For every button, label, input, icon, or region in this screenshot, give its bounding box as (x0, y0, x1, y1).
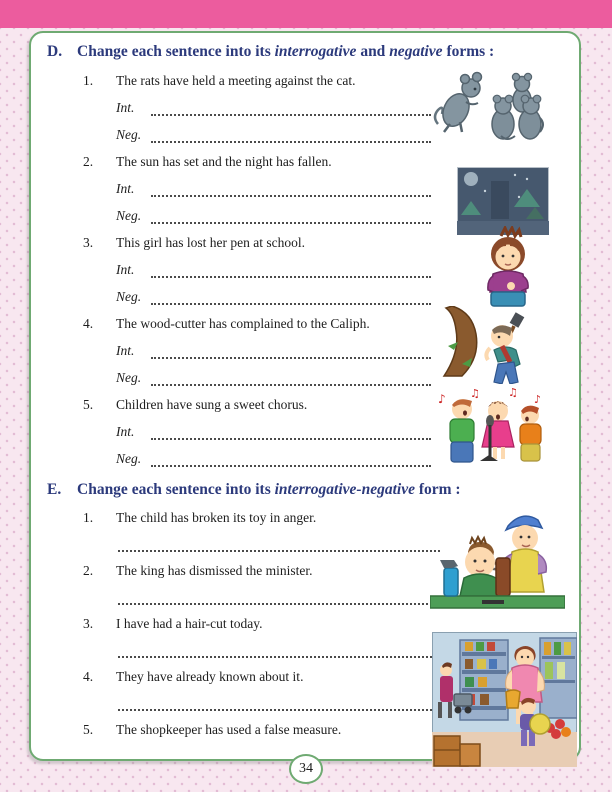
children-singing-illustration (436, 387, 551, 467)
wood-cutter-illustration (442, 306, 550, 384)
negative-answer-line (151, 370, 431, 386)
answer-line (118, 642, 440, 658)
rats-meeting-illustration (430, 62, 545, 147)
item-number: 3. (83, 615, 94, 631)
grocery-shop-illustration (432, 632, 577, 767)
item-number: 1. (83, 72, 94, 88)
item-number: 4. (83, 315, 94, 331)
interrogative-answer-line (151, 181, 431, 197)
section-e-label: E. (47, 481, 62, 498)
answer-line (118, 748, 440, 761)
int-label: Int. (116, 99, 135, 115)
section-e-heading (41, 476, 579, 504)
negative-answer-line (151, 127, 431, 143)
item-sentence: The king has dismissed the minister. (116, 562, 313, 578)
section-d-label: D. (47, 43, 63, 60)
answer-line (118, 536, 440, 552)
section-e-heading-text: Change each sentence into its interrogative-negative form : (77, 481, 461, 498)
item-sentence: The shopkeeper has used a false measure. (116, 721, 342, 737)
interrogative-answer-line (151, 424, 431, 440)
neg-label: Neg. (116, 450, 142, 466)
item-sentence: They have already known about it. (116, 668, 304, 684)
item-number: 5. (83, 721, 94, 737)
item-sentence: This girl has lost her pen at school. (116, 234, 305, 250)
item-sentence: The wood-cutter has complained to the Caliph. (116, 315, 370, 331)
answer-line (118, 589, 440, 605)
interrogative-answer-line (151, 262, 431, 278)
page-number-badge (289, 754, 323, 784)
item-sentence: The rats have held a meeting against the cat. (116, 72, 356, 88)
interrogative-answer-line (151, 343, 431, 359)
item-number: 2. (83, 153, 94, 169)
negative-answer-line (151, 208, 431, 224)
interrogative-answer-line (151, 100, 431, 116)
item-number: 2. (83, 562, 94, 578)
neg-label: Neg. (116, 369, 142, 385)
item-sentence: The child has broken its toy in anger. (116, 509, 317, 525)
neg-label: Neg. (116, 288, 142, 304)
negative-answer-line (151, 289, 431, 305)
item-number: 4. (83, 668, 94, 684)
item-number: 3. (83, 234, 94, 250)
haircut-scene-illustration (430, 504, 565, 629)
svg-text:♪: ♪ (438, 392, 446, 406)
item-sentence: I have had a hair-cut today. (116, 615, 263, 631)
int-label: Int. (116, 261, 135, 277)
int-label: Int. (116, 342, 135, 358)
page-number: 34 (299, 761, 313, 776)
svg-text:♫: ♫ (470, 387, 480, 400)
answer-line (118, 695, 440, 711)
svg-text:♫: ♫ (508, 387, 518, 399)
negative-answer-line (151, 451, 431, 467)
item-sentence: The sun has set and the night has fallen. (116, 153, 332, 169)
item-number: 5. (83, 396, 94, 412)
neg-label: Neg. (116, 126, 142, 142)
int-label: Int. (116, 180, 135, 196)
girl-standing-illustration (463, 226, 548, 311)
section-d-heading-text: Change each sentence into its interrogative and negative forms : (77, 43, 495, 60)
item-sentence: Children have sung a sweet chorus. (116, 396, 308, 412)
night-scene-illustration (457, 167, 549, 235)
neg-label: Neg. (116, 207, 142, 223)
top-accent-bar (0, 0, 612, 28)
item-number: 1. (83, 509, 94, 525)
int-label: Int. (116, 423, 135, 439)
svg-text:♪: ♪ (534, 393, 542, 406)
